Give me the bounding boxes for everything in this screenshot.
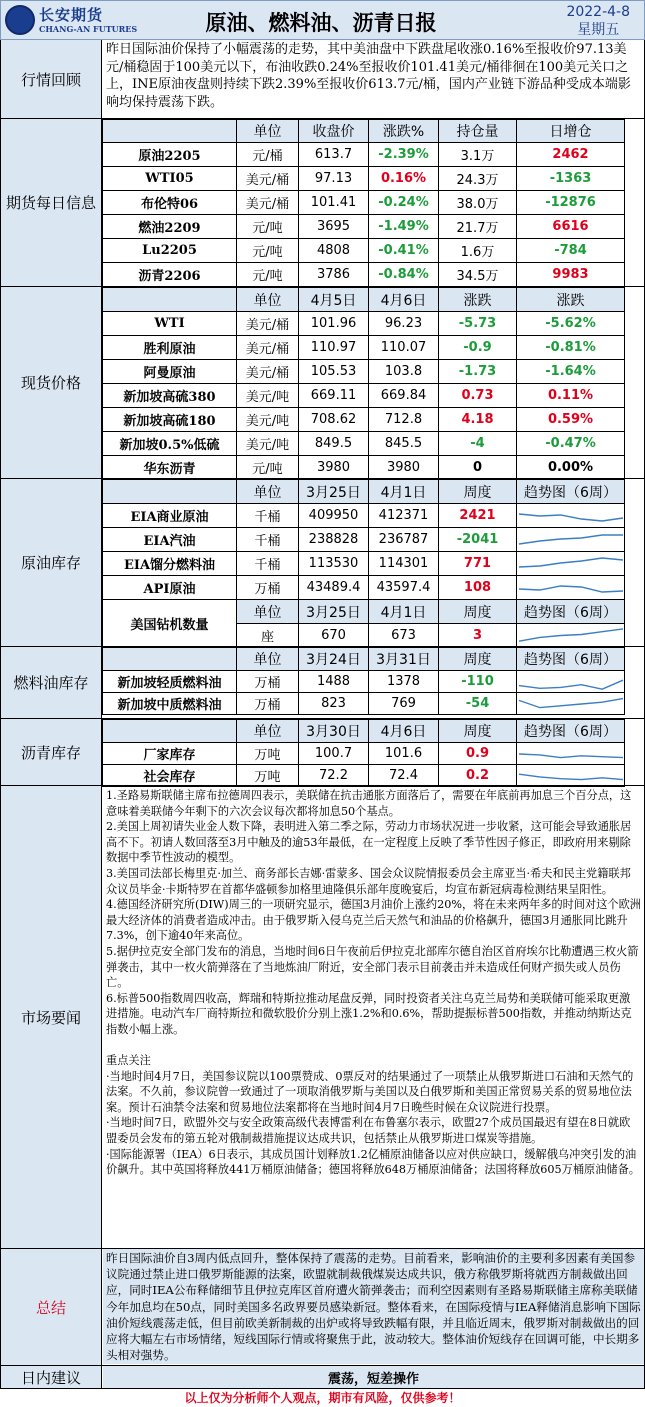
- spot-name: 华东沥青: [103, 456, 237, 480]
- header-cell: 单位: [237, 480, 299, 504]
- report-date: [566, 3, 630, 39]
- market-review-text: 昨日国际油价保持了小幅震荡的走势，其中美油盘中下跌盘尾收涨0.16%至报收价97.13美元/桶稳固于100美元以下，布油收跌0.24%至报收价101.41美元/桶徘徊在100美元关口之上，INE原油夜盘则持续下跌2.39%至报收价613.7元/桶，国内产业链下游品种受成本端影响均保持震荡下跌。: [106, 42, 631, 110]
- contract-name: 沥青2206: [103, 263, 237, 287]
- unit-cell: 万桶: [237, 576, 299, 600]
- header-cell: 4月5日: [299, 288, 369, 312]
- value-curr: 43597.4: [369, 576, 439, 600]
- news-item: 重点关注: [106, 1054, 151, 1068]
- logo-en-text: CHANG-AN FUTURES: [39, 24, 138, 34]
- close-price: 101.41: [299, 191, 369, 215]
- table-row: [103, 528, 625, 552]
- change-abs: 0: [439, 456, 517, 480]
- value-curr: 114301: [369, 552, 439, 576]
- header-cell: 3月25日: [299, 480, 369, 504]
- inventory-name: 社会库存: [103, 765, 237, 787]
- trend-sparkline: [517, 576, 625, 600]
- table-row: [103, 360, 625, 384]
- contract-name: 布伦特06: [103, 191, 237, 215]
- table-row: [103, 504, 625, 528]
- price-prev: 669.11: [299, 384, 369, 408]
- unit-cell: 万桶: [237, 693, 299, 715]
- rig-count-name: 美国钻机数量: [103, 600, 237, 647]
- header-cell: 周度: [439, 600, 517, 624]
- unit-cell: 美元/桶: [237, 360, 299, 384]
- close-price: 3786: [299, 263, 369, 287]
- price-curr: 669.84: [369, 384, 439, 408]
- trend-cell: [517, 765, 625, 787]
- fuel-inventory-table: [102, 647, 625, 715]
- close-price: 4808: [299, 239, 369, 263]
- advice-text: 震荡，短差操作: [103, 1366, 644, 1388]
- asphalt-inventory-section: [0, 719, 645, 786]
- unit-cell: 千桶: [237, 528, 299, 552]
- trend-line: [519, 514, 623, 521]
- weekly-change: -54: [439, 693, 517, 715]
- spot-name: WTI: [103, 312, 237, 336]
- unit-cell: 美元/吨: [237, 384, 299, 408]
- trend-cell: [517, 624, 625, 647]
- change-pct: -2.39%: [369, 143, 439, 167]
- crude-inventory-table: [102, 479, 625, 647]
- contract-name: 原油2205: [103, 143, 237, 167]
- header-cell: 周度: [439, 720, 517, 743]
- unit-cell: 万桶: [237, 671, 299, 693]
- unit-cell: 美元/桶: [237, 336, 299, 360]
- value-prev: 43489.4: [299, 576, 369, 600]
- asphalt-inventory-table: [102, 719, 625, 787]
- trend-cell: [517, 504, 625, 528]
- price-prev: 105.53: [299, 360, 369, 384]
- spot-name: 胜利原油: [103, 336, 237, 360]
- section-label: 燃料油库存: [1, 647, 102, 718]
- open-interest: 1.6万: [439, 239, 517, 263]
- section-label: 现货价格: [1, 287, 102, 478]
- trend-line: [519, 754, 623, 758]
- trend-sparkline: [517, 743, 625, 765]
- header-cell: 单位: [237, 648, 299, 671]
- header-cell: 3月25日: [299, 600, 369, 624]
- change-pct: 0.59%: [517, 408, 625, 432]
- trend-cell: [517, 671, 625, 693]
- disclaimer: 以上仅为分析师个人观点，期市有风险，仅供参考！: [184, 1391, 461, 1405]
- header-cell: 持仓量: [439, 120, 517, 143]
- unit-cell: 元/吨: [237, 263, 299, 287]
- change-abs: 4.18: [439, 408, 517, 432]
- unit-cell: 元/桶: [237, 143, 299, 167]
- header-cell: 单位: [237, 600, 299, 624]
- trend-sparkline: [517, 671, 625, 693]
- unit-cell: 座: [237, 624, 299, 647]
- value-prev: 670: [299, 624, 369, 647]
- trend-line: [519, 680, 623, 689]
- spot-name: 阿曼原油: [103, 360, 237, 384]
- price-curr: 3980: [369, 456, 439, 480]
- weekly-change: -2041: [439, 528, 517, 552]
- price-curr: 110.07: [369, 336, 439, 360]
- news-item: ·国际能源署（IEA）6日表示，其成员国计划释放1.2亿桶原油储备以应对供应缺口，缓解俄乌冲突引发的油价飙升。其中英国将释放441万桶原油储备；德国将释放648万桶原油储备；法国将释放605万桶原油储备。: [106, 1147, 640, 1177]
- value-curr: 673: [369, 624, 439, 647]
- value-curr: 769: [369, 693, 439, 715]
- value-prev: 72.2: [299, 765, 369, 787]
- news-section: [0, 786, 645, 1249]
- section-label: 总结: [1, 1249, 102, 1365]
- table-header-row: [103, 288, 625, 312]
- table-header-row: [103, 480, 625, 504]
- rig-header-row: [103, 600, 625, 624]
- trend-cell: [517, 743, 625, 765]
- header-cell: 趋势图（6周）: [517, 600, 625, 624]
- header-cell: 单位: [237, 720, 299, 743]
- trend-cell: [517, 576, 625, 600]
- change-abs: -4: [439, 432, 517, 456]
- value-curr: 412371: [369, 504, 439, 528]
- unit-cell: 美元/桶: [237, 167, 299, 191]
- daily-oi-change: -784: [517, 239, 625, 263]
- header-cell: 周度: [439, 648, 517, 671]
- spot-name: 新加坡0.5%低硫: [103, 432, 237, 456]
- trend-sparkline: [517, 528, 625, 552]
- open-interest: 3.1万: [439, 143, 517, 167]
- header-cell: [103, 480, 237, 504]
- advice-section: [0, 1366, 645, 1389]
- change-pct: -0.84%: [369, 263, 439, 287]
- unit-cell: 千桶: [237, 504, 299, 528]
- section-label: 日内建议: [1, 1366, 102, 1388]
- section-label: 沥青库存: [1, 719, 102, 785]
- close-price: 613.7: [299, 143, 369, 167]
- news-list: [103, 786, 644, 1180]
- weekly-change: 2421: [439, 504, 517, 528]
- trend-line: [519, 586, 623, 592]
- open-interest: 38.0万: [439, 191, 517, 215]
- logo-cn-text: 长安期货: [39, 6, 104, 24]
- inventory-name: EIA馏分燃料油: [103, 552, 237, 576]
- spot-name: 新加坡高硫380: [103, 384, 237, 408]
- logo-emblem-icon: [5, 5, 35, 35]
- trend-sparkline: [517, 765, 625, 787]
- value-curr: 101.6: [369, 743, 439, 765]
- table-row: [103, 191, 625, 215]
- contract-name: 燃油2209: [103, 215, 237, 239]
- trend-line: [519, 558, 623, 567]
- open-interest: 24.3万: [439, 167, 517, 191]
- change-pct: -5.62%: [517, 312, 625, 336]
- weekly-change: 0.9: [439, 743, 517, 765]
- weekly-change: 0.2: [439, 765, 517, 787]
- header-cell: 趋势图（6周）: [517, 720, 625, 743]
- trend-line: [519, 535, 623, 544]
- open-interest: 34.5万: [439, 263, 517, 287]
- trend-line: [519, 699, 623, 708]
- trend-sparkline: [517, 552, 625, 576]
- daily-oi-change: -1363: [517, 167, 625, 191]
- change-abs: 0.73: [439, 384, 517, 408]
- table-header-row: [103, 720, 625, 743]
- inventory-name: API原油: [103, 576, 237, 600]
- section-label: 期货每日信息: [1, 119, 102, 286]
- open-interest: 21.7万: [439, 215, 517, 239]
- news-item: 1.圣路易斯联储主席布拉德周四表示，美联储在抗击通胀方面落后了，需要在年底前再加息三个百分点，这意味着美联储今年剩下的六次会议每次都将加息50个基点。: [106, 789, 632, 818]
- inventory-name: 新加坡中质燃料油: [103, 693, 237, 715]
- company-logo: [5, 4, 155, 38]
- value-prev: 1488: [299, 671, 369, 693]
- futures-table: [102, 119, 625, 287]
- price-curr: 712.8: [369, 408, 439, 432]
- unit-cell: 元/吨: [237, 239, 299, 263]
- trend-cell: [517, 693, 625, 715]
- news-item: 6.标普500指数周四收高，辉瑞和特斯拉推动尾盘反弹，同时投资者关注乌克兰局势和美联储可能采取更激进措施。电动汽车厂商特斯拉和微软股价分别上涨1.2%和0.6%，帮助提振标普500指数，并推动纳斯达克指数小幅上涨。: [106, 991, 632, 1036]
- contract-name: Lu2205: [103, 239, 237, 263]
- unit-cell: 万吨: [237, 765, 299, 787]
- daily-oi-change: 9983: [517, 263, 625, 287]
- change-abs: -1.73: [439, 360, 517, 384]
- unit-cell: 美元/吨: [237, 408, 299, 432]
- header-cell: 收盘价: [299, 120, 369, 143]
- table-row: [103, 671, 625, 693]
- header-cell: 4月6日: [369, 288, 439, 312]
- change-pct: -1.49%: [369, 215, 439, 239]
- header-cell: [103, 720, 237, 743]
- value-prev: 100.7: [299, 743, 369, 765]
- table-row: [103, 552, 625, 576]
- news-item: 3.美国司法部长梅里克·加兰、商务部长吉娜·雷蒙多、国会众议院情报委员会主席亚当·希夫和民主党籍联邦众议员毕金·卡斯特罗在首都华盛顿参加格里迪隆俱乐部年度晚宴后，均宣布新冠病毒检测结果呈阳性。: [106, 866, 631, 896]
- change-abs: -0.9: [439, 336, 517, 360]
- table-header-row: [103, 120, 625, 143]
- header-cell: 周度: [439, 480, 517, 504]
- unit-cell: 美元/桶: [237, 191, 299, 215]
- unit-cell: 美元/桶: [237, 312, 299, 336]
- section-label: 原油库存: [1, 479, 102, 646]
- price-curr: 96.23: [369, 312, 439, 336]
- header-cell: [103, 120, 237, 143]
- price-curr: 845.5: [369, 432, 439, 456]
- unit-cell: 千桶: [237, 552, 299, 576]
- report-title: 原油、燃料油、沥青日报: [205, 11, 437, 35]
- date-text: 2022-4-8: [566, 4, 630, 20]
- value-curr: 1378: [369, 671, 439, 693]
- news-item: 2.美国上周初请失业金人数下降，表明进入第二季之际，劳动力市场状况进一步收紧，这可能会导致通胀居高不下。初请人数回落至3月中触及的逾53年最低，在一定程度上反映了季节性因子修正，即政府用来剔除数据中季节性波动的模型。: [106, 820, 632, 865]
- change-pct: -1.64%: [517, 360, 625, 384]
- table-row: [103, 143, 625, 167]
- weekly-change: 108: [439, 576, 517, 600]
- table-row: [103, 693, 625, 715]
- news-item: 5.据伊拉克安全部门发布的消息，当地时间6日午夜前后伊拉克北部库尔德自治区首府埃尔比勒遭遇三枚火箭弹袭击，其中一枚火箭弹落在了当地炼油厂附近，安全部门表示目前袭击并未造成任何财产损失或人员伤亡。: [106, 944, 639, 990]
- table-row: [103, 576, 625, 600]
- inventory-name: EIA商业原油: [103, 504, 237, 528]
- contract-name: WTI05: [103, 167, 237, 191]
- news-item: 4.德国经济研究所(DIW)周三的一项研究显示，德国3月油价上涨约20%，将在未来两年多的时间对这个欧洲最大经济体的消费者造成冲击。由于俄罗斯入侵乌克兰后天然气和油品的价格飙升，德国3月通胀同比跳升7.3%，创下逾40年来高位。: [106, 898, 641, 943]
- trend-line: [519, 629, 623, 641]
- price-prev: 849.5: [299, 432, 369, 456]
- weekly-change: -110: [439, 671, 517, 693]
- value-prev: 238828: [299, 528, 369, 552]
- news-item: ·当地时间7日，欧盟外交与安全政策高级代表博雷利在布鲁塞尔表示，欧盟27个成员国最迟有望在8日就欧盟委员会发布的第五轮对俄制裁措施提议达成共识，包括禁止从俄罗斯进口煤炭等措施。: [106, 1116, 631, 1146]
- trend-cell: [517, 528, 625, 552]
- close-price: 3695: [299, 215, 369, 239]
- inventory-name: 厂家库存: [103, 743, 237, 765]
- change-pct: 0.16%: [369, 167, 439, 191]
- table-row: [103, 456, 625, 480]
- unit-cell: 元/吨: [237, 456, 299, 480]
- daily-oi-change: 2462: [517, 143, 625, 167]
- header-cell: [103, 288, 237, 312]
- news-item: [106, 1038, 641, 1054]
- header-cell: 涨跌: [439, 288, 517, 312]
- header-cell: 趋势图（6周）: [517, 648, 625, 671]
- header-cell: 4月1日: [369, 480, 439, 504]
- change-pct: -0.24%: [369, 191, 439, 215]
- header-cell: 单位: [237, 120, 299, 143]
- value-curr: 236787: [369, 528, 439, 552]
- change-pct: 0.11%: [517, 384, 625, 408]
- header-cell: 4月1日: [369, 600, 439, 624]
- section-label: 市场要闻: [1, 786, 102, 1248]
- trend-sparkline: [517, 504, 625, 528]
- weekday-text: 星期五: [577, 22, 620, 38]
- table-row: [103, 263, 625, 287]
- table-row: [103, 408, 625, 432]
- price-prev: 110.97: [299, 336, 369, 360]
- header-cell: [103, 648, 237, 671]
- header-cell: 单位: [237, 288, 299, 312]
- trend-sparkline: [517, 624, 625, 647]
- unit-cell: 美元/吨: [237, 432, 299, 456]
- header-cell: 3月31日: [369, 648, 439, 671]
- table-header-row: [103, 648, 625, 671]
- crude-inventory-section: [0, 479, 645, 647]
- value-curr: 72.4: [369, 765, 439, 787]
- summary-text: 昨日国际油价自3周内低点回升，整体保持了震荡的走势。目前看来，影响油价的主要利多因素有美国参议院通过禁止进口俄罗斯能源的法案，欧盟就制裁俄煤炭达成共识，俄方称俄罗斯将就西方制裁做出回应，同时IEA公布释储细节且伊拉克库区首府遭火箭弹袭击；而利空因素则有圣路易斯联储主席称美联储今年加息均在50点，同时美国多名政界要员感染新冠。整体看来，在国际疫情与IEA释储消息影响下国际油价短线震荡走低，但目前欧美新制裁的出炉或将导致跌幅有限，并且临近周末，俄罗斯对制裁做出的回应将大幅左右市场情绪，短线国际行情或将聚焦于此，波动较大。整体油价短线存在回调可能，中长期多头相对强势。: [103, 1249, 644, 1364]
- futures-section: [0, 119, 645, 287]
- header-cell: 4月6日: [369, 720, 439, 743]
- report-header: [0, 0, 645, 40]
- price-prev: 3980: [299, 456, 369, 480]
- table-row: [103, 432, 625, 456]
- unit-cell: 万吨: [237, 743, 299, 765]
- spot-section: [0, 287, 645, 479]
- fuel-inventory-section: [0, 647, 645, 719]
- daily-oi-change: -12876: [517, 191, 625, 215]
- table-row: [103, 765, 625, 787]
- header-cell: 涨跌%: [369, 120, 439, 143]
- change-pct: -0.47%: [517, 432, 625, 456]
- section-label: 行情回顾: [1, 40, 102, 118]
- change-pct: 0.00%: [517, 456, 625, 480]
- table-row: [103, 312, 625, 336]
- table-row: [103, 167, 625, 191]
- unit-cell: 元/吨: [237, 215, 299, 239]
- spot-table: [102, 287, 625, 480]
- table-row: [103, 239, 625, 263]
- value-prev: 823: [299, 693, 369, 715]
- inventory-name: EIA汽油: [103, 528, 237, 552]
- summary-section: [0, 1249, 645, 1366]
- close-price: 97.13: [299, 167, 369, 191]
- header-cell: 涨跌: [517, 288, 625, 312]
- header-cell: 3月30日: [299, 720, 369, 743]
- table-row: [103, 215, 625, 239]
- table-row: [103, 384, 625, 408]
- market-review-section: [0, 40, 645, 119]
- header-cell: 日增仓: [517, 120, 625, 143]
- weekly-change: 771: [439, 552, 517, 576]
- inventory-name: 新加坡轻质燃料油: [103, 671, 237, 693]
- change-abs: -5.73: [439, 312, 517, 336]
- price-curr: 103.8: [369, 360, 439, 384]
- change-pct: -0.41%: [369, 239, 439, 263]
- trend-cell: [517, 552, 625, 576]
- trend-line: [519, 774, 623, 779]
- value-prev: 113530: [299, 552, 369, 576]
- table-row: [103, 743, 625, 765]
- trend-sparkline: [517, 693, 625, 715]
- price-prev: 101.96: [299, 312, 369, 336]
- weekly-change: 3: [439, 624, 517, 647]
- price-prev: 708.62: [299, 408, 369, 432]
- news-item: ·当地时间4月7日，美国参议院以100票赞成、0票反对的结果通过了一项禁止从俄罗斯进口石油和天然气的法案。不久前，参议院曾一致通过了一项取消俄罗斯与美国以及白俄罗斯和美国正常贸易关系的贸易地位法案。预计石油禁令法案和贸易地位法案都将在当地时间4月7日晚些时候在众议院进行投票。: [106, 1069, 634, 1114]
- table-row: [103, 336, 625, 360]
- daily-oi-change: 6616: [517, 215, 625, 239]
- header-cell: 趋势图（6周）: [517, 480, 625, 504]
- header-cell: 3月24日: [299, 648, 369, 671]
- value-prev: 409950: [299, 504, 369, 528]
- change-pct: -0.81%: [517, 336, 625, 360]
- spot-name: 新加坡高硫180: [103, 408, 237, 432]
